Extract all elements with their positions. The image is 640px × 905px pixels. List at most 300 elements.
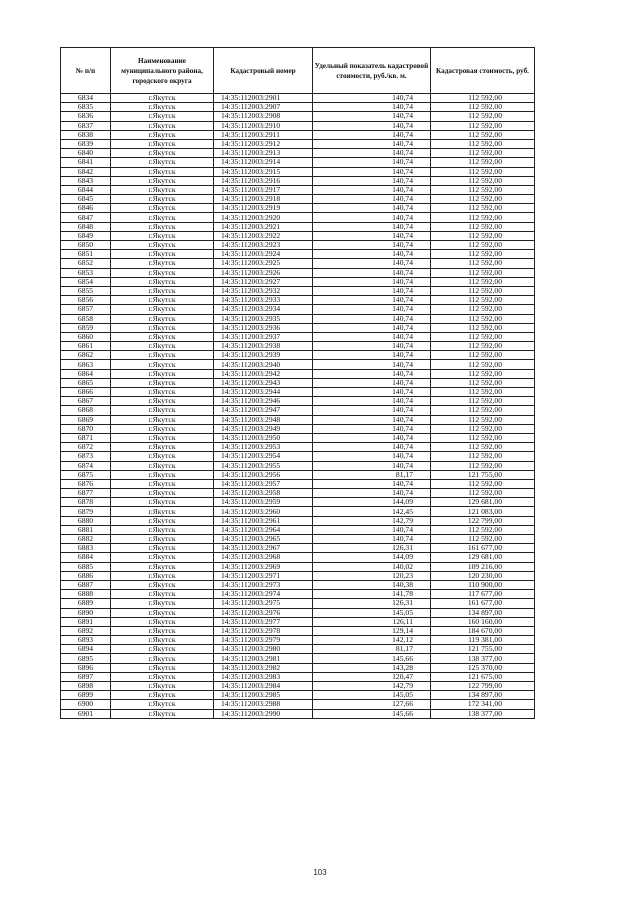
cell-cadastral-cost: 112 592,00 <box>431 433 535 442</box>
cell-district: г.Якутск <box>111 507 214 516</box>
table-row <box>61 415 535 424</box>
cell-unit-value: 140,74 <box>313 342 431 351</box>
cell-district: г.Якутск <box>111 94 214 103</box>
table-row <box>61 277 535 286</box>
cell-row-number: 6842 <box>61 167 111 176</box>
table-body <box>61 94 535 719</box>
cell-cadastral-number: 14:35:112003:2919 <box>214 204 313 213</box>
cell-cadastral-cost: 112 592,00 <box>431 130 535 139</box>
table-row <box>61 682 535 691</box>
cell-cadastral-number: 14:35:112003:2968 <box>214 553 313 562</box>
cell-row-number: 6834 <box>61 94 111 103</box>
cell-cadastral-cost: 112 592,00 <box>431 241 535 250</box>
cell-unit-value: 141,78 <box>313 590 431 599</box>
cell-district: г.Якутск <box>111 406 214 415</box>
table-row <box>61 342 535 351</box>
cell-unit-value: 140,38 <box>313 580 431 589</box>
cell-district: г.Якутск <box>111 599 214 608</box>
cell-district: г.Якутск <box>111 452 214 461</box>
cell-cadastral-cost: 121 755,00 <box>431 470 535 479</box>
cell-cadastral-cost: 119 381,00 <box>431 636 535 645</box>
cell-row-number: 6867 <box>61 397 111 406</box>
table-row <box>61 121 535 130</box>
cell-row-number: 6901 <box>61 709 111 718</box>
cell-district: г.Якутск <box>111 149 214 158</box>
cell-cadastral-number: 14:35:112003:2918 <box>214 195 313 204</box>
cell-unit-value: 140,74 <box>313 167 431 176</box>
cell-cadastral-number: 14:35:112003:2969 <box>214 562 313 571</box>
cell-district: г.Якутск <box>111 535 214 544</box>
cell-district: г.Якутск <box>111 709 214 718</box>
cell-district: г.Якутск <box>111 470 214 479</box>
cell-cadastral-cost: 112 592,00 <box>431 103 535 112</box>
table-row <box>61 535 535 544</box>
cell-unit-value: 140,74 <box>313 259 431 268</box>
cell-unit-value: 140,74 <box>313 535 431 544</box>
table-row <box>61 479 535 488</box>
cell-cadastral-number: 14:35:112003:2901 <box>214 94 313 103</box>
cell-row-number: 6848 <box>61 222 111 231</box>
cell-cadastral-number: 14:35:112003:2921 <box>214 222 313 231</box>
table-row <box>61 406 535 415</box>
cell-unit-value: 142,45 <box>313 507 431 516</box>
cell-row-number: 6880 <box>61 516 111 525</box>
cell-row-number: 6897 <box>61 672 111 681</box>
table-row <box>61 204 535 213</box>
table-row <box>61 645 535 654</box>
cell-cadastral-number: 14:35:112003:2935 <box>214 314 313 323</box>
cell-cadastral-number: 14:35:112003:2975 <box>214 599 313 608</box>
table-row <box>61 94 535 103</box>
cell-unit-value: 145,05 <box>313 691 431 700</box>
cell-cadastral-number: 14:35:112003:2922 <box>214 231 313 240</box>
cell-cadastral-number: 14:35:112003:2988 <box>214 700 313 709</box>
cell-unit-value: 140,74 <box>313 139 431 148</box>
cell-cadastral-number: 14:35:112003:2990 <box>214 709 313 718</box>
table-row <box>61 433 535 442</box>
cell-row-number: 6877 <box>61 489 111 498</box>
cell-unit-value: 140,02 <box>313 562 431 571</box>
cell-cadastral-cost: 138 377,00 <box>431 709 535 718</box>
table-row <box>61 654 535 663</box>
cell-row-number: 6883 <box>61 544 111 553</box>
cell-district: г.Якутск <box>111 544 214 553</box>
cell-cadastral-number: 14:35:112003:2943 <box>214 378 313 387</box>
table-row <box>61 158 535 167</box>
header-row-number: № п/п <box>61 48 111 94</box>
cell-row-number: 6894 <box>61 645 111 654</box>
cell-cadastral-number: 14:35:112003:2976 <box>214 608 313 617</box>
cell-row-number: 6849 <box>61 231 111 240</box>
cell-district: г.Якутск <box>111 369 214 378</box>
table-row <box>61 241 535 250</box>
cell-district: г.Якутск <box>111 443 214 452</box>
cell-row-number: 6845 <box>61 195 111 204</box>
cell-district: г.Якутск <box>111 360 214 369</box>
cell-district: г.Якутск <box>111 654 214 663</box>
table-row <box>61 213 535 222</box>
cell-cadastral-cost: 112 592,00 <box>431 406 535 415</box>
cell-cadastral-number: 14:35:112003:2973 <box>214 580 313 589</box>
cell-row-number: 6856 <box>61 296 111 305</box>
cell-district: г.Якутск <box>111 305 214 314</box>
header-cadastral-cost: Кадастровая стоимость, руб. <box>431 48 535 94</box>
cell-district: г.Якутск <box>111 571 214 580</box>
cell-row-number: 6846 <box>61 204 111 213</box>
table-row <box>61 599 535 608</box>
cell-unit-value: 140,74 <box>313 231 431 240</box>
cell-row-number: 6900 <box>61 700 111 709</box>
cell-district: г.Якутск <box>111 626 214 635</box>
table-row <box>61 259 535 268</box>
table-row <box>61 167 535 176</box>
cell-unit-value: 140,74 <box>313 222 431 231</box>
cell-cadastral-number: 14:35:112003:2910 <box>214 121 313 130</box>
cell-unit-value: 140,74 <box>313 461 431 470</box>
cell-district: г.Якутск <box>111 250 214 259</box>
cell-row-number: 6889 <box>61 599 111 608</box>
cell-cadastral-cost: 138 377,00 <box>431 654 535 663</box>
table-row <box>61 498 535 507</box>
cell-district: г.Якутск <box>111 608 214 617</box>
cell-unit-value: 140,74 <box>313 204 431 213</box>
cell-cadastral-number: 14:35:112003:2949 <box>214 424 313 433</box>
cell-row-number: 6835 <box>61 103 111 112</box>
cell-district: г.Якутск <box>111 590 214 599</box>
cell-district: г.Якутск <box>111 342 214 351</box>
cell-district: г.Якутск <box>111 222 214 231</box>
cell-cadastral-cost: 112 592,00 <box>431 158 535 167</box>
cell-unit-value: 140,74 <box>313 397 431 406</box>
cell-cadastral-number: 14:35:112003:2979 <box>214 636 313 645</box>
cell-unit-value: 140,74 <box>313 112 431 121</box>
cell-unit-value: 140,74 <box>313 369 431 378</box>
cell-cadastral-number: 14:35:112003:2944 <box>214 388 313 397</box>
cell-row-number: 6853 <box>61 268 111 277</box>
cell-district: г.Якутск <box>111 213 214 222</box>
cell-district: г.Якутск <box>111 433 214 442</box>
cell-cadastral-cost: 112 592,00 <box>431 305 535 314</box>
cell-district: г.Якутск <box>111 663 214 672</box>
cell-cadastral-number: 14:35:112003:2980 <box>214 645 313 654</box>
cell-cadastral-cost: 112 592,00 <box>431 121 535 130</box>
cell-district: г.Якутск <box>111 617 214 626</box>
cell-district: г.Якутск <box>111 286 214 295</box>
cell-row-number: 6861 <box>61 342 111 351</box>
cell-cadastral-cost: 112 592,00 <box>431 250 535 259</box>
cell-cadastral-cost: 112 592,00 <box>431 185 535 194</box>
cell-district: г.Якутск <box>111 645 214 654</box>
cell-unit-value: 140,74 <box>313 433 431 442</box>
cell-unit-value: 144,09 <box>313 553 431 562</box>
cell-unit-value: 140,74 <box>313 452 431 461</box>
cell-district: г.Якутск <box>111 580 214 589</box>
cell-district: г.Якутск <box>111 277 214 286</box>
cell-cadastral-cost: 110 900,00 <box>431 580 535 589</box>
table-row <box>61 296 535 305</box>
header-cadastral-number: Кадастровый номер <box>214 48 313 94</box>
cell-cadastral-number: 14:35:112003:2924 <box>214 250 313 259</box>
cell-district: г.Якутск <box>111 268 214 277</box>
cell-row-number: 6898 <box>61 682 111 691</box>
cell-unit-value: 140,74 <box>313 195 431 204</box>
table-row <box>61 250 535 259</box>
table-row <box>61 185 535 194</box>
cell-unit-value: 140,74 <box>313 158 431 167</box>
table-row <box>61 562 535 571</box>
cell-unit-value: 126,31 <box>313 544 431 553</box>
table-row <box>61 544 535 553</box>
cell-cadastral-number: 14:35:112003:2948 <box>214 415 313 424</box>
cell-cadastral-number: 14:35:112003:2974 <box>214 590 313 599</box>
cell-row-number: 6851 <box>61 250 111 259</box>
cell-row-number: 6895 <box>61 654 111 663</box>
cell-row-number: 6858 <box>61 314 111 323</box>
page-number: 103 <box>313 868 327 877</box>
table-row <box>61 590 535 599</box>
table-row <box>61 268 535 277</box>
cell-unit-value: 140,74 <box>313 314 431 323</box>
table-row <box>61 286 535 295</box>
cell-cadastral-cost: 112 592,00 <box>431 351 535 360</box>
cell-cadastral-cost: 112 592,00 <box>431 388 535 397</box>
cell-row-number: 6871 <box>61 433 111 442</box>
cell-cadastral-cost: 112 592,00 <box>431 443 535 452</box>
cell-unit-value: 140,74 <box>313 185 431 194</box>
cell-cadastral-number: 14:35:112003:2915 <box>214 167 313 176</box>
table-row <box>61 360 535 369</box>
cell-row-number: 6840 <box>61 149 111 158</box>
table-row <box>61 461 535 470</box>
cell-district: г.Якутск <box>111 498 214 507</box>
cell-cadastral-number: 14:35:112003:2955 <box>214 461 313 470</box>
cell-cadastral-cost: 125 370,00 <box>431 663 535 672</box>
table-row <box>61 700 535 709</box>
cell-row-number: 6873 <box>61 452 111 461</box>
cell-cadastral-cost: 112 592,00 <box>431 112 535 121</box>
cell-unit-value: 140,74 <box>313 277 431 286</box>
cell-cadastral-number: 14:35:112003:2939 <box>214 351 313 360</box>
cell-unit-value: 144,09 <box>313 498 431 507</box>
cell-row-number: 6878 <box>61 498 111 507</box>
cell-row-number: 6838 <box>61 130 111 139</box>
cell-cadastral-number: 14:35:112003:2959 <box>214 498 313 507</box>
cell-district: г.Якутск <box>111 461 214 470</box>
cell-district: г.Якутск <box>111 314 214 323</box>
cadastral-value-table <box>60 47 535 719</box>
cell-district: г.Якутск <box>111 195 214 204</box>
table-row <box>61 323 535 332</box>
cell-unit-value: 140,74 <box>313 149 431 158</box>
table-row <box>61 130 535 139</box>
cell-district: г.Якутск <box>111 489 214 498</box>
table-row <box>61 516 535 525</box>
cell-row-number: 6891 <box>61 617 111 626</box>
cell-row-number: 6872 <box>61 443 111 452</box>
cell-cadastral-number: 14:35:112003:2934 <box>214 305 313 314</box>
table-row <box>61 195 535 204</box>
cell-cadastral-cost: 117 677,00 <box>431 590 535 599</box>
cell-row-number: 6866 <box>61 388 111 397</box>
cell-cadastral-number: 14:35:112003:2933 <box>214 296 313 305</box>
cell-cadastral-cost: 112 592,00 <box>431 332 535 341</box>
cell-district: г.Якутск <box>111 525 214 534</box>
cell-cadastral-cost: 109 216,00 <box>431 562 535 571</box>
cell-district: г.Якутск <box>111 112 214 121</box>
cell-district: г.Якутск <box>111 323 214 332</box>
cell-row-number: 6893 <box>61 636 111 645</box>
cell-cadastral-cost: 121 755,00 <box>431 645 535 654</box>
cell-unit-value: 140,74 <box>313 388 431 397</box>
cell-unit-value: 145,66 <box>313 654 431 663</box>
cell-district: г.Якутск <box>111 700 214 709</box>
cell-unit-value: 129,14 <box>313 626 431 635</box>
cell-row-number: 6869 <box>61 415 111 424</box>
header-unit-value: Удельный показатель кадастровой стоимости, руб./кв. м. <box>313 48 431 94</box>
cell-unit-value: 140,74 <box>313 130 431 139</box>
cell-cadastral-cost: 112 592,00 <box>431 314 535 323</box>
cell-cadastral-cost: 112 592,00 <box>431 195 535 204</box>
table-row <box>61 608 535 617</box>
cell-row-number: 6899 <box>61 691 111 700</box>
table-row <box>61 231 535 240</box>
cell-district: г.Якутск <box>111 397 214 406</box>
cell-district: г.Якутск <box>111 259 214 268</box>
table-row <box>61 397 535 406</box>
cell-cadastral-cost: 112 592,00 <box>431 231 535 240</box>
cell-district: г.Якутск <box>111 296 214 305</box>
cell-cadastral-cost: 121 675,00 <box>431 672 535 681</box>
table-row <box>61 314 535 323</box>
cell-cadastral-number: 14:35:112003:2914 <box>214 158 313 167</box>
cell-unit-value: 140,74 <box>313 268 431 277</box>
cell-cadastral-number: 14:35:112003:2936 <box>214 323 313 332</box>
cell-cadastral-cost: 112 592,00 <box>431 268 535 277</box>
cell-row-number: 6882 <box>61 535 111 544</box>
table-row <box>61 176 535 185</box>
cell-unit-value: 140,74 <box>313 250 431 259</box>
cell-cadastral-cost: 112 592,00 <box>431 149 535 158</box>
cell-row-number: 6896 <box>61 663 111 672</box>
cell-row-number: 6857 <box>61 305 111 314</box>
table-row <box>61 691 535 700</box>
table-row <box>61 332 535 341</box>
cell-cadastral-cost: 112 592,00 <box>431 204 535 213</box>
cell-district: г.Якутск <box>111 424 214 433</box>
cell-cadastral-cost: 134 897,00 <box>431 608 535 617</box>
cell-cadastral-number: 14:35:112003:2907 <box>214 103 313 112</box>
cell-row-number: 6884 <box>61 553 111 562</box>
cell-unit-value: 142,79 <box>313 516 431 525</box>
cell-row-number: 6854 <box>61 277 111 286</box>
cell-cadastral-number: 14:35:112003:2956 <box>214 470 313 479</box>
cell-cadastral-cost: 112 592,00 <box>431 525 535 534</box>
cell-cadastral-number: 14:35:112003:2957 <box>214 479 313 488</box>
cell-unit-value: 127,66 <box>313 700 431 709</box>
cell-unit-value: 140,74 <box>313 479 431 488</box>
table-row <box>61 443 535 452</box>
cell-unit-value: 140,74 <box>313 323 431 332</box>
cell-row-number: 6836 <box>61 112 111 121</box>
cell-row-number: 6837 <box>61 121 111 130</box>
table-header <box>61 48 535 94</box>
cell-cadastral-number: 14:35:112003:2965 <box>214 535 313 544</box>
cell-unit-value: 140,74 <box>313 305 431 314</box>
cell-unit-value: 81,17 <box>313 470 431 479</box>
table-row <box>61 424 535 433</box>
cell-cadastral-cost: 112 592,00 <box>431 489 535 498</box>
cell-cadastral-cost: 112 592,00 <box>431 259 535 268</box>
cell-cadastral-cost: 161 677,00 <box>431 544 535 553</box>
table-row <box>61 626 535 635</box>
cell-row-number: 6841 <box>61 158 111 167</box>
cell-district: г.Якутск <box>111 562 214 571</box>
cell-cadastral-number: 14:35:112003:2926 <box>214 268 313 277</box>
cell-unit-value: 140,74 <box>313 103 431 112</box>
cell-unit-value: 140,74 <box>313 121 431 130</box>
table-row <box>61 112 535 121</box>
table-row <box>61 489 535 498</box>
table-row <box>61 636 535 645</box>
cell-district: г.Якутск <box>111 672 214 681</box>
cell-cadastral-cost: 112 592,00 <box>431 415 535 424</box>
cell-cadastral-number: 14:35:112003:2937 <box>214 332 313 341</box>
cell-cadastral-number: 14:35:112003:2908 <box>214 112 313 121</box>
cell-cadastral-number: 14:35:112003:2967 <box>214 544 313 553</box>
table-row <box>61 149 535 158</box>
cell-district: г.Якутск <box>111 176 214 185</box>
cell-district: г.Якутск <box>111 388 214 397</box>
cell-cadastral-cost: 112 592,00 <box>431 369 535 378</box>
cell-district: г.Якутск <box>111 167 214 176</box>
cell-district: г.Якутск <box>111 351 214 360</box>
cell-district: г.Якутск <box>111 130 214 139</box>
cell-cadastral-number: 14:35:112003:2917 <box>214 185 313 194</box>
cell-unit-value: 140,74 <box>313 489 431 498</box>
cell-cadastral-number: 14:35:112003:2942 <box>214 369 313 378</box>
cell-cadastral-number: 14:35:112003:2984 <box>214 682 313 691</box>
cell-district: г.Якутск <box>111 479 214 488</box>
cell-district: г.Якутск <box>111 241 214 250</box>
cell-cadastral-number: 14:35:112003:2932 <box>214 286 313 295</box>
cell-cadastral-cost: 112 592,00 <box>431 176 535 185</box>
cell-cadastral-number: 14:35:112003:2982 <box>214 663 313 672</box>
cell-district: г.Якутск <box>111 636 214 645</box>
cell-unit-value: 140,74 <box>313 332 431 341</box>
cell-cadastral-number: 14:35:112003:2916 <box>214 176 313 185</box>
cell-row-number: 6847 <box>61 213 111 222</box>
table-header-row <box>61 48 535 94</box>
cell-row-number: 6892 <box>61 626 111 635</box>
cell-row-number: 6888 <box>61 590 111 599</box>
cell-unit-value: 142,79 <box>313 682 431 691</box>
cell-cadastral-number: 14:35:112003:2912 <box>214 139 313 148</box>
cell-cadastral-number: 14:35:112003:2977 <box>214 617 313 626</box>
cell-district: г.Якутск <box>111 415 214 424</box>
cell-row-number: 6859 <box>61 323 111 332</box>
cell-district: г.Якутск <box>111 231 214 240</box>
cell-cadastral-number: 14:35:112003:2927 <box>214 277 313 286</box>
cell-cadastral-number: 14:35:112003:2983 <box>214 672 313 681</box>
cell-district: г.Якутск <box>111 103 214 112</box>
cell-unit-value: 145,66 <box>313 709 431 718</box>
cell-unit-value: 143,28 <box>313 663 431 672</box>
cell-unit-value: 140,74 <box>313 296 431 305</box>
cell-cadastral-number: 14:35:112003:2920 <box>214 213 313 222</box>
cell-cadastral-number: 14:35:112003:2953 <box>214 443 313 452</box>
cell-cadastral-number: 14:35:112003:2981 <box>214 654 313 663</box>
table-row <box>61 305 535 314</box>
